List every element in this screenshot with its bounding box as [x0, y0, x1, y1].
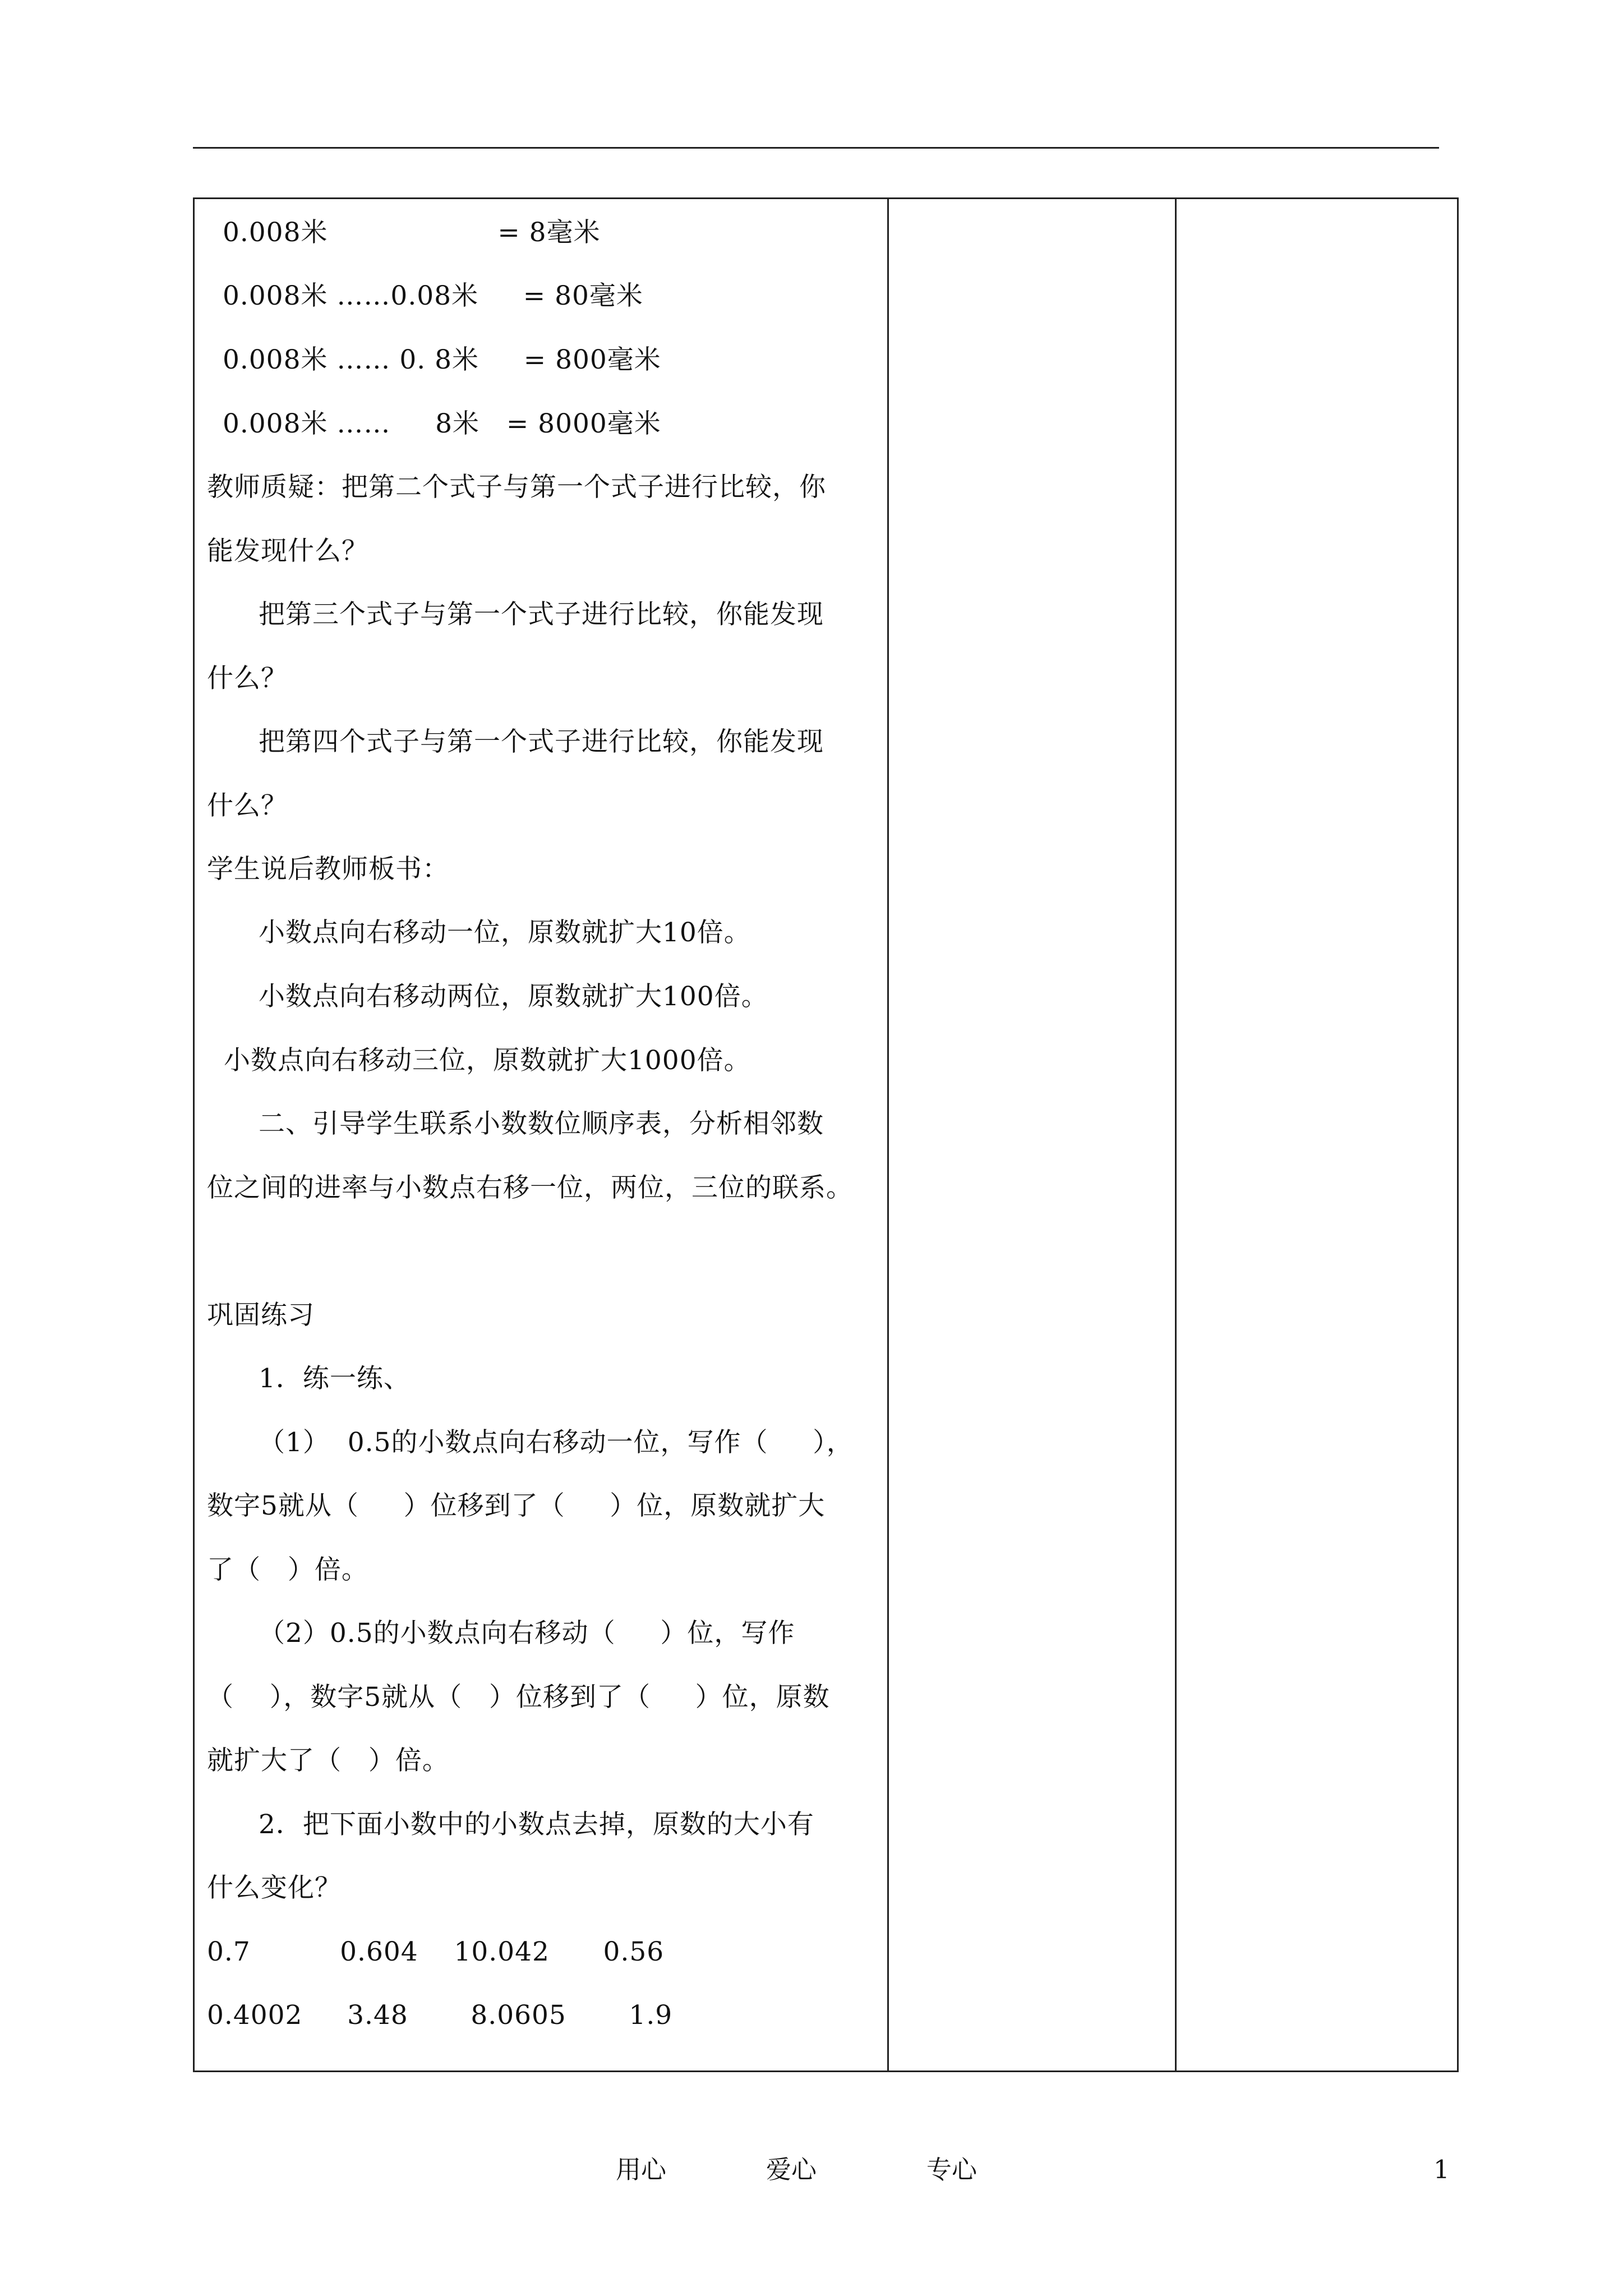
column-divider-2: [1175, 199, 1177, 2070]
exercise-line: （2）0.5的小数点向右移动（ ）位，写作: [259, 1618, 795, 1649]
text-line: 学生说后教师板书：: [207, 854, 449, 885]
text-line: 把第三个式子与第一个式子进行比较，你能发现: [259, 599, 824, 630]
conversion-line-2: 0.008米 ……0.08米 = 80毫米: [214, 280, 643, 311]
exercise-line: 数字5就从（ ）位移到了（ ）位，原数就扩大: [207, 1490, 826, 1521]
text-line: 能发现什么？: [207, 536, 368, 567]
exercise-line: （ ），数字5就从（ ）位移到了（ ）位，原数: [207, 1682, 830, 1713]
conversion-line-1: 0.008米 = 8毫米: [214, 217, 601, 248]
footer-text-middle: 爱心: [766, 2155, 817, 2184]
exercise-line: 了（ ）倍。: [207, 1554, 368, 1585]
decimal-row-1: 0.7 0.604 10.042 0.56: [207, 1936, 665, 1967]
text-line: 什么？: [207, 790, 288, 821]
exercise-line: 就扩大了（ ）倍。: [207, 1745, 449, 1776]
column-divider-1: [887, 199, 889, 2070]
text-line: 教师质疑：把第二个式子与第一个式子进行比较，你: [207, 472, 826, 503]
text-line: 什么？: [207, 663, 288, 694]
rule-line-1: 小数点向右移动一位，原数就扩大10倍。: [259, 917, 751, 948]
rule-line-2: 小数点向右移动两位，原数就扩大100倍。: [259, 981, 768, 1012]
footer-text-right: 专心: [926, 2155, 978, 2184]
rule-line-3: 小数点向右移动三位，原数就扩大1000倍。: [224, 1045, 751, 1076]
text-line: 二、引导学生联系小数数位顺序表，分析相邻数: [259, 1108, 824, 1139]
exercise-line: （1） 0.5的小数点向右移动一位，写作（ ），: [259, 1427, 854, 1458]
text-line: 位之间的进率与小数点右移一位，两位，三位的联系。: [207, 1172, 853, 1203]
lesson-content-cell: [207, 199, 880, 2070]
header-rule: [193, 147, 1439, 149]
exercise-line: 2．把下面小数中的小数点去掉，原数的大小有: [259, 1809, 814, 1840]
conversion-line-4: 0.008米 …… 8米 = 8000毫米: [214, 408, 661, 439]
conversion-line-3: 0.008米 …… 0. 8米 = 800毫米: [214, 344, 661, 375]
footer-text-left: 用心: [616, 2155, 667, 2184]
lesson-table: [193, 197, 1459, 2072]
page-number: 1: [1433, 2155, 1450, 2184]
text-line: 1．练一练、: [259, 1363, 411, 1394]
text-line: 把第四个式子与第一个式子进行比较，你能发现: [259, 726, 824, 757]
section-heading: 巩固练习: [207, 1300, 315, 1331]
exercise-line: 什么变化？: [207, 1872, 342, 1903]
decimal-row-2: 0.4002 3.48 8.0605 1.9: [207, 2000, 673, 2031]
